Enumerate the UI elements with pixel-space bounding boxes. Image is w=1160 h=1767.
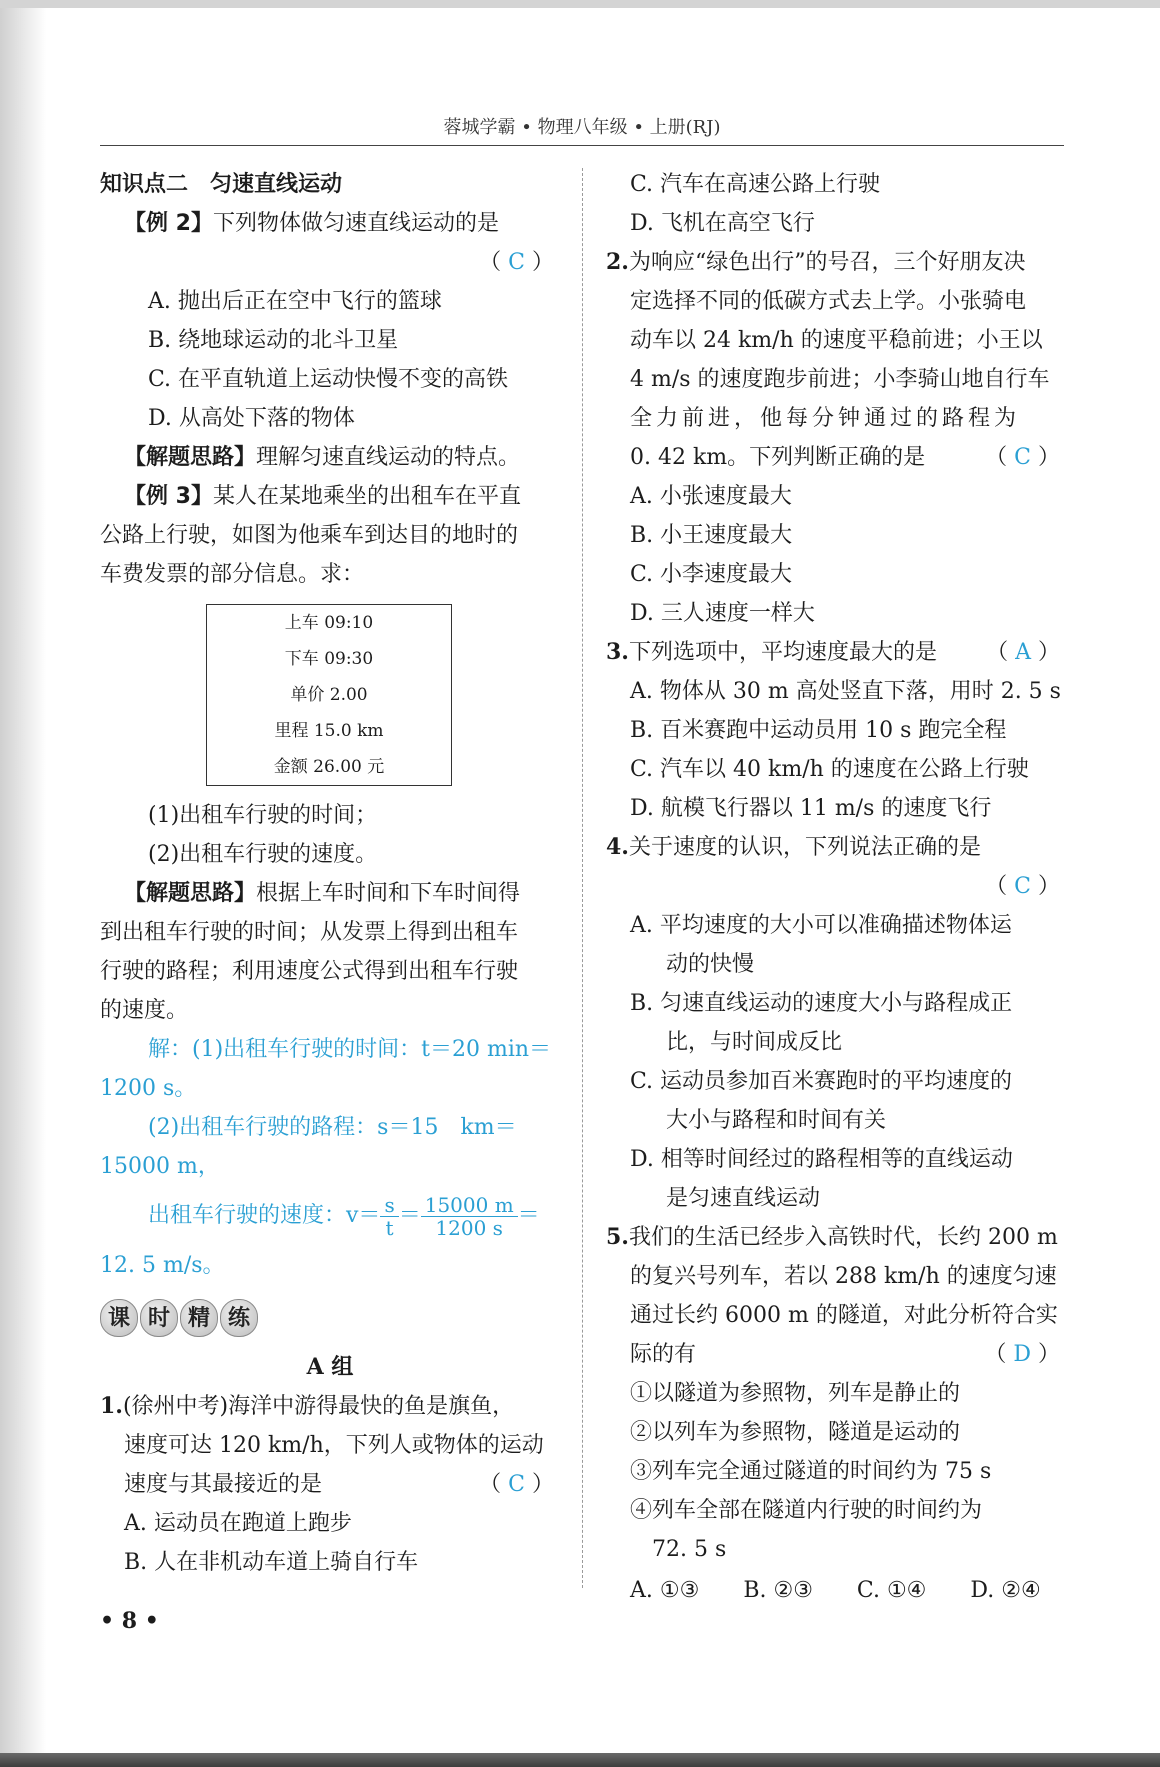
question-text: 我们的生活已经步入高铁时代，长约 200 m xyxy=(628,1225,1058,1250)
receipt-line: 上车 09:10 xyxy=(284,613,374,633)
paren-open: （ xyxy=(479,250,502,275)
paren-close: ） xyxy=(1037,874,1060,899)
option: D. 三人速度一样大 xyxy=(630,601,815,626)
option: C. 汽车以 40 km/h 的速度在公路上行驶 xyxy=(630,757,1029,782)
denominator: t xyxy=(385,1215,394,1240)
choice-row: A. ①③ B. ②③ C. ①④ D. ②④ xyxy=(630,1578,1041,1603)
idea-label: 【解题思路】 xyxy=(124,445,257,470)
question-2-last-line xyxy=(606,438,1066,477)
question-text: 速度与其最接近的是 xyxy=(124,1472,323,1497)
option: B. 匀速直线运动的速度大小与路程成正 xyxy=(630,991,1013,1016)
answer-paren xyxy=(986,633,1060,672)
question-text: 动车以 24 km/h 的速度平稳前进；小王以 xyxy=(630,328,1043,353)
solution-line: 15000 m， xyxy=(100,1154,220,1179)
fraction-values xyxy=(421,1194,518,1239)
taxi-receipt xyxy=(206,604,452,786)
paren-open: （ xyxy=(984,1342,1007,1367)
option-cont: 大小与路程和时间有关 xyxy=(666,1108,887,1133)
formula-prefix: 出租车行驶的速度：v＝ xyxy=(148,1203,381,1228)
option-cont: 动的快慢 xyxy=(666,952,755,977)
sub-question: (2)出租车行驶的速度。 xyxy=(148,842,378,867)
statement: ③列车完全通过隧道的时间约为 75 s xyxy=(630,1459,992,1484)
question-2-line xyxy=(606,243,1066,282)
paren-close: ） xyxy=(1037,445,1060,470)
numerator: 15000 m xyxy=(421,1194,518,1217)
question-5-last-line xyxy=(606,1335,1066,1374)
question-text: 下列选项中，平均速度最大的是 xyxy=(628,640,937,665)
option: B. 绕地球运动的北斗卫星 xyxy=(148,328,399,353)
fraction-s-over-t xyxy=(380,1194,398,1239)
option: D. 航模飞行器以 11 m/s 的速度飞行 xyxy=(630,796,992,821)
question-number: 4. xyxy=(606,834,629,860)
example-3-stem xyxy=(100,477,560,516)
equals-sign: ＝ xyxy=(517,1203,540,1228)
badge: 练 xyxy=(220,1299,258,1337)
solution-formula xyxy=(100,1186,560,1246)
paren-close: ） xyxy=(1037,640,1060,665)
solution-line: 12. 5 m/s。 xyxy=(100,1253,225,1278)
option: C. 汽车在高速公路上行驶 xyxy=(630,172,881,197)
option: A. 物体从 30 m 高处竖直下落，用时 2. 5 s xyxy=(630,679,1061,704)
question-text: 全力前进，他每分钟通过的路程为 xyxy=(630,406,1021,431)
question-text: 的复兴号列车，若以 288 km/h 的速度匀速 xyxy=(630,1264,1057,1289)
option: D. 相等时间经过的路程相等的直线运动 xyxy=(630,1147,1013,1172)
option: D. 从高处下落的物体 xyxy=(148,406,355,431)
question-text: 0. 42 km。下列判断正确的是 xyxy=(630,445,926,470)
option: D. 飞机在高空飞行 xyxy=(630,211,815,236)
example-label: 【例 2】 xyxy=(124,211,213,236)
example-text: 下列物体做匀速直线运动的是 xyxy=(212,211,499,236)
question-3-line xyxy=(606,633,1066,672)
answer-letter: C xyxy=(508,1472,525,1497)
question-number: 5. xyxy=(606,1224,629,1250)
option-cont: 比，与时间成反比 xyxy=(666,1030,843,1055)
receipt-line: 下车 09:30 xyxy=(284,649,374,669)
statement: ②以列车为参照物，隧道是运动的 xyxy=(630,1420,961,1445)
question-1-last-line xyxy=(100,1465,560,1504)
question-text: 4 m/s 的速度跑步前进；小李骑山地自行车 xyxy=(630,367,1050,392)
option: B. 人在非机动车道上骑自行车 xyxy=(124,1550,419,1575)
group-title: A 组 xyxy=(306,1354,354,1380)
paren-open: （ xyxy=(985,874,1008,899)
solution-idea xyxy=(100,874,560,913)
answer-paren xyxy=(606,867,1066,906)
idea-text: 到出租车行驶的时间；从发票上得到出租车 xyxy=(100,920,519,945)
paren-open: （ xyxy=(985,445,1008,470)
equals-sign: ＝ xyxy=(398,1203,421,1228)
question-text: 速度可达 120 km/h，下列人或物体的运动 xyxy=(124,1433,544,1458)
question-5-line xyxy=(606,1218,1066,1257)
question-text: 通过长约 6000 m 的隧道，对此分析符合实 xyxy=(630,1303,1058,1328)
paren-close: ） xyxy=(531,250,554,275)
page-number: • 8 • xyxy=(100,1608,159,1634)
badge: 时 xyxy=(140,1299,178,1337)
badge: 精 xyxy=(180,1299,218,1337)
option: A. 平均速度的大小可以准确描述物体运 xyxy=(630,913,1012,938)
option: A. 小张速度最大 xyxy=(630,484,792,509)
denominator: 1200 s xyxy=(435,1215,503,1240)
question-text: 关于速度的认识，下列说法正确的是 xyxy=(628,835,981,860)
answer-paren xyxy=(984,1335,1060,1374)
page-fold-shadow xyxy=(0,8,46,1753)
example-text: 某人在某地乘坐的出租车在平直 xyxy=(212,484,521,509)
paren-close: ） xyxy=(531,1472,554,1497)
solution-line: 解：(1)出租车行驶的时间：t＝20 min＝ xyxy=(148,1037,552,1062)
question-text: 为响应“绿色出行”的号召，三个好朋友决 xyxy=(628,250,1026,275)
numerator: s xyxy=(380,1194,398,1217)
question-1-line xyxy=(100,1387,560,1426)
paren-open: （ xyxy=(479,1472,502,1497)
receipt-line: 金额 26.00 元 xyxy=(273,757,385,777)
option: C. 小李速度最大 xyxy=(630,562,793,587)
answer-letter: C xyxy=(508,250,525,275)
answer-letter: C xyxy=(1014,445,1031,470)
option: A. 抛出后正在空中飞行的篮球 xyxy=(148,289,442,314)
idea-text: 根据上车时间和下车时间得 xyxy=(256,881,521,906)
option: B. 小王速度最大 xyxy=(630,523,793,548)
option: C. 运动员参加百米赛跑时的平均速度的 xyxy=(630,1069,1013,1094)
practice-badges xyxy=(100,1299,560,1339)
bottom-edge-bar xyxy=(0,1753,1160,1767)
right-column xyxy=(606,165,1066,1610)
question-number: 2. xyxy=(606,249,629,275)
left-column xyxy=(100,165,560,1582)
section-title: 知识点二 匀速直线运动 xyxy=(100,172,343,197)
example-text: 公路上行驶，如图为他乘车到达目的地时的 xyxy=(100,523,519,548)
idea-text: 理解匀速直线运动的特点。 xyxy=(256,445,521,470)
answer-paren xyxy=(479,1465,554,1504)
receipt-line: 单价 2.00 xyxy=(290,685,368,705)
solution-idea xyxy=(100,438,560,477)
answer-letter: A xyxy=(1015,640,1031,665)
solution-line: (2)出租车行驶的路程：s＝15 km＝ xyxy=(148,1115,517,1140)
option: B. 百米赛跑中运动员用 10 s 跑完全程 xyxy=(630,718,1007,743)
option: A. 运动员在跑道上跑步 xyxy=(124,1511,352,1536)
question-4-line xyxy=(606,828,1066,867)
answer-letter: D xyxy=(1013,1342,1031,1367)
column-divider xyxy=(582,168,583,1588)
option-cont: 是匀速直线运动 xyxy=(666,1186,821,1211)
badge: 课 xyxy=(100,1299,138,1337)
top-edge-bar xyxy=(0,0,1160,8)
answer-letter: C xyxy=(1014,874,1031,899)
option: C. 在平直轨道上运动快慢不变的高铁 xyxy=(148,367,509,392)
statement: ④列车全部在隧道内行驶的时间约为 xyxy=(630,1498,983,1523)
example-text: 车费发票的部分信息。求： xyxy=(100,562,365,587)
paren-open: （ xyxy=(986,640,1009,665)
idea-text: 的速度。 xyxy=(100,998,189,1023)
idea-text: 行驶的路程；利用速度公式得到出租车行驶 xyxy=(100,959,519,984)
example-label: 【例 3】 xyxy=(124,484,213,509)
example-2-stem xyxy=(100,204,560,243)
statement-cont: 72. 5 s xyxy=(652,1537,727,1562)
sub-question: (1)出租车行驶的时间； xyxy=(148,803,378,828)
receipt-line: 里程 15.0 km xyxy=(274,721,384,741)
answer-paren xyxy=(100,243,560,282)
page-header: 蓉城学霸 • 物理八年级 • 上册(RJ) xyxy=(443,117,721,138)
answer-paren xyxy=(985,438,1060,477)
idea-label: 【解题思路】 xyxy=(124,881,257,906)
question-text: (徐州中考)海洋中游得最快的鱼是旗鱼， xyxy=(122,1394,515,1419)
statement: ①以隧道为参照物，列车是静止的 xyxy=(630,1381,961,1406)
question-text: 定选择不同的低碳方式去上学。小张骑电 xyxy=(630,289,1027,314)
question-number: 3. xyxy=(606,639,629,665)
paren-close: ） xyxy=(1037,1342,1060,1367)
question-text: 际的有 xyxy=(630,1342,697,1367)
header-rule xyxy=(100,145,1064,146)
question-number: 1. xyxy=(100,1393,123,1419)
solution-line: 1200 s。 xyxy=(100,1076,197,1101)
